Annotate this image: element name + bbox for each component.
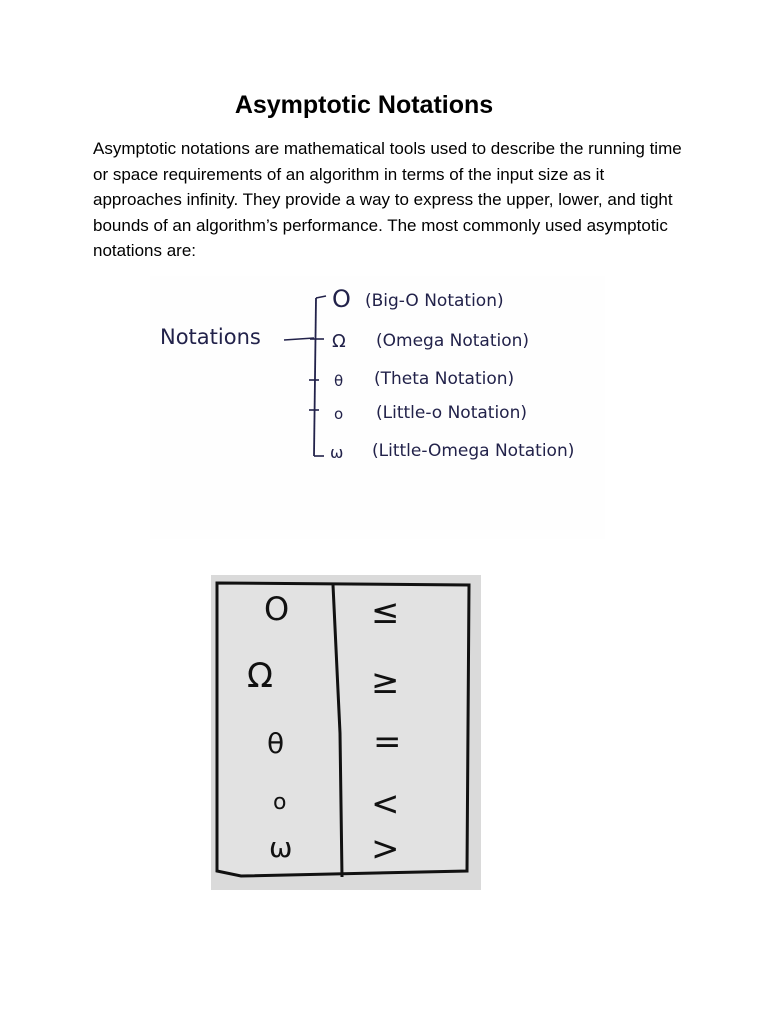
notations-table-image	[211, 575, 481, 890]
diagram-root-connector	[284, 338, 314, 340]
diagram-item-symbol: o	[334, 405, 344, 423]
diagram-bracket-line	[314, 298, 316, 456]
page-title: Asymptotic Notations	[234, 91, 494, 119]
notations-table	[211, 575, 481, 890]
table-relation-symbol: =	[373, 722, 402, 762]
table-notation-symbol: O	[264, 590, 290, 628]
table-relation-symbol: >	[371, 829, 400, 869]
diagram-item-symbol: Ω	[332, 331, 346, 352]
table-relation-symbol: ≤	[371, 592, 400, 632]
diagram-root-label: Notations	[160, 325, 261, 349]
diagram-item-label: (Little-Omega Notation)	[372, 441, 575, 461]
diagram-item-label: (Theta Notation)	[374, 369, 515, 389]
intro-paragraph: Asymptotic notations are mathematical tools used to describe the running time or space requirements of an algorithm in terms of the input size as it approaches infinity. They provide a way to express the upper, lower, and tight bounds of an algorithm’s performance. The most commonly used asymptotic notations are:	[93, 139, 682, 260]
table-relation-symbol: <	[371, 784, 400, 824]
diagram-tick	[316, 296, 326, 298]
diagram-item-label: (Big-O Notation)	[365, 291, 504, 311]
diagram-item-symbol: ω	[330, 443, 344, 462]
table-relation-symbol: ≥	[371, 662, 400, 702]
notations-diagram	[150, 276, 605, 539]
table-border	[217, 583, 469, 876]
diagram-item-symbol: θ	[334, 372, 344, 390]
table-notation-symbol: Ω	[247, 656, 273, 696]
notations-diagram-image	[150, 276, 605, 539]
diagram-item-symbol: O	[332, 285, 351, 313]
table-notation-symbol: ω	[269, 831, 293, 864]
table-notation-symbol: θ	[267, 727, 285, 760]
table-notation-symbol: o	[273, 790, 287, 815]
diagram-item-label: (Little-o Notation)	[376, 403, 527, 423]
diagram-item-label: (Omega Notation)	[376, 331, 530, 351]
